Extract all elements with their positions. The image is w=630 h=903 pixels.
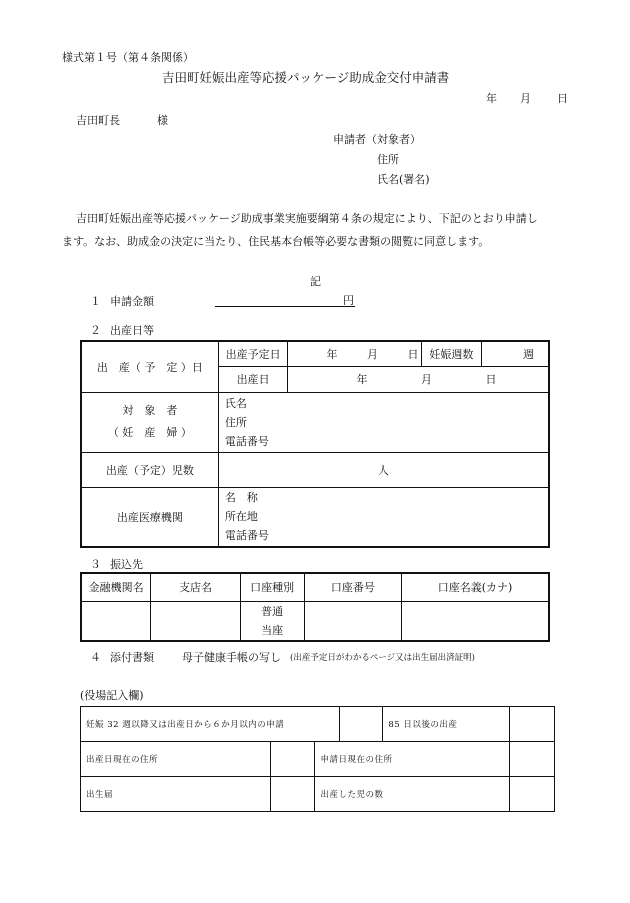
subject-label-line1: 対 象 者 xyxy=(122,404,178,417)
office-row2-left: 出産日現在の住所 xyxy=(81,742,271,777)
birth-day: 日 xyxy=(485,373,497,386)
planned-day: 日 xyxy=(407,347,419,361)
subject-address-label: 住所 xyxy=(224,415,247,429)
date-year-label: 年 xyxy=(486,92,497,105)
ki-heading: 記 xyxy=(310,275,321,288)
applicant-name-label: 氏名(署名) xyxy=(377,173,430,186)
institution-name-label: 名 称 xyxy=(224,491,258,505)
weeks-unit: 週 xyxy=(523,347,534,361)
applicant-heading: 申請者（対象者） xyxy=(333,133,421,146)
birth-year: 年 xyxy=(356,373,368,386)
account-type-ordinary[interactable]: 普通 xyxy=(261,604,284,618)
office-row3-right-check[interactable] xyxy=(510,777,555,812)
pregnancy-weeks-field[interactable] xyxy=(481,341,549,366)
bank-header-account-type: 口座種別 xyxy=(240,573,304,601)
form-number: 様式第１号（第４条関係） xyxy=(62,51,194,64)
birth-info-table xyxy=(80,340,550,548)
subject-phone-label: 電話番号 xyxy=(224,434,269,448)
bank-header-institution: 金融機関名 xyxy=(81,573,151,601)
amount-unit: 円 xyxy=(343,294,354,307)
account-number-field[interactable] xyxy=(304,601,402,641)
office-row1-right: 85 日以後の出産 xyxy=(383,707,510,742)
section3-number: ３ xyxy=(90,558,101,571)
attachment-document: 母子健康手帳の写し xyxy=(182,651,281,664)
office-row3-right: 出産した児の数 xyxy=(315,777,510,812)
children-unit: 人 xyxy=(377,463,389,477)
unit-underline xyxy=(343,306,355,307)
subject-field[interactable] xyxy=(218,392,549,452)
bank-header-account-holder: 口座名義(カナ) xyxy=(402,573,549,601)
section2-number: ２ xyxy=(90,324,101,337)
office-row1-left: 妊娠 32 週以降又は出産日から６か月以内の申請 xyxy=(81,707,340,742)
subject-label-line2: （ 妊 産 婦 ） xyxy=(107,426,192,439)
account-holder-field[interactable] xyxy=(402,601,549,641)
bank-header-branch: 支店名 xyxy=(151,573,241,601)
section2-label: 出産日等 xyxy=(110,324,154,337)
planned-date-label: 出産予定日 xyxy=(218,341,288,366)
amount-underline[interactable] xyxy=(215,306,345,307)
section4-number: ４ xyxy=(90,651,101,664)
account-type-current[interactable]: 当座 xyxy=(261,623,284,637)
office-row2-right: 申請日現在の住所 xyxy=(315,742,510,777)
body-text-line1: 吉田町妊娠出産等応援パッケージ助成事業実施要綱第４条の規定により、下記のとおり申請し xyxy=(76,212,538,225)
account-type-field[interactable] xyxy=(240,601,304,641)
form-title: 吉田町妊娠出産等応援パッケージ助成金交付申請書 xyxy=(162,70,450,85)
office-row3-left-check[interactable] xyxy=(270,777,315,812)
addressee-name: 吉田町長 xyxy=(76,114,120,127)
section1-number: １ xyxy=(90,295,101,308)
subject-name-label: 氏名 xyxy=(224,396,247,410)
office-table xyxy=(80,706,555,812)
office-heading: (役場記入欄) xyxy=(80,689,144,702)
body-text-line2: ます。なお、助成金の決定に当たり、住民基本台帳等必要な書類の閲覧に同意します。 xyxy=(62,235,490,248)
planned-year: 年 xyxy=(326,347,338,361)
bank-header-account-number: 口座番号 xyxy=(304,573,402,601)
birth-day-field[interactable] xyxy=(288,366,549,392)
planned-date-field[interactable] xyxy=(288,341,422,366)
birth-day-label: 出産日 xyxy=(218,366,288,392)
office-row1-left-check[interactable] xyxy=(340,707,383,742)
institution-phone-label: 電話番号 xyxy=(224,529,269,543)
bank-table xyxy=(80,572,550,642)
date-day-label: 日 xyxy=(557,92,568,105)
date-month-label: 月 xyxy=(520,92,531,105)
section3-label: 振込先 xyxy=(110,558,143,571)
pregnancy-weeks-label: 妊娠週数 xyxy=(421,341,481,366)
office-row1-right-check[interactable] xyxy=(510,707,555,742)
attachment-note: (出産予定日がわかるページ又は出生届出済証明) xyxy=(290,653,475,663)
section1-label: 申請金額 xyxy=(110,295,154,308)
birth-date-label: 出 産（ 予 定 ）日 xyxy=(81,341,218,392)
office-row2-right-check[interactable] xyxy=(510,742,555,777)
section4-label: 添付書類 xyxy=(110,651,154,664)
subject-label xyxy=(81,392,218,452)
institution-location-label: 所在地 xyxy=(224,510,258,524)
applicant-address-label: 住所 xyxy=(377,153,399,166)
institution-field[interactable] xyxy=(218,487,549,547)
planned-month: 月 xyxy=(366,347,378,361)
office-row3-left: 出生届 xyxy=(81,777,271,812)
institution-label: 出産医療機関 xyxy=(81,487,218,547)
children-count-field[interactable] xyxy=(218,452,549,487)
bank-branch-field[interactable] xyxy=(151,601,241,641)
bank-institution-field[interactable] xyxy=(81,601,151,641)
children-count-label: 出産（予定）児数 xyxy=(81,452,218,487)
office-row2-left-check[interactable] xyxy=(270,742,315,777)
birth-month: 月 xyxy=(420,373,432,386)
addressee-honorific: 様 xyxy=(157,114,168,127)
